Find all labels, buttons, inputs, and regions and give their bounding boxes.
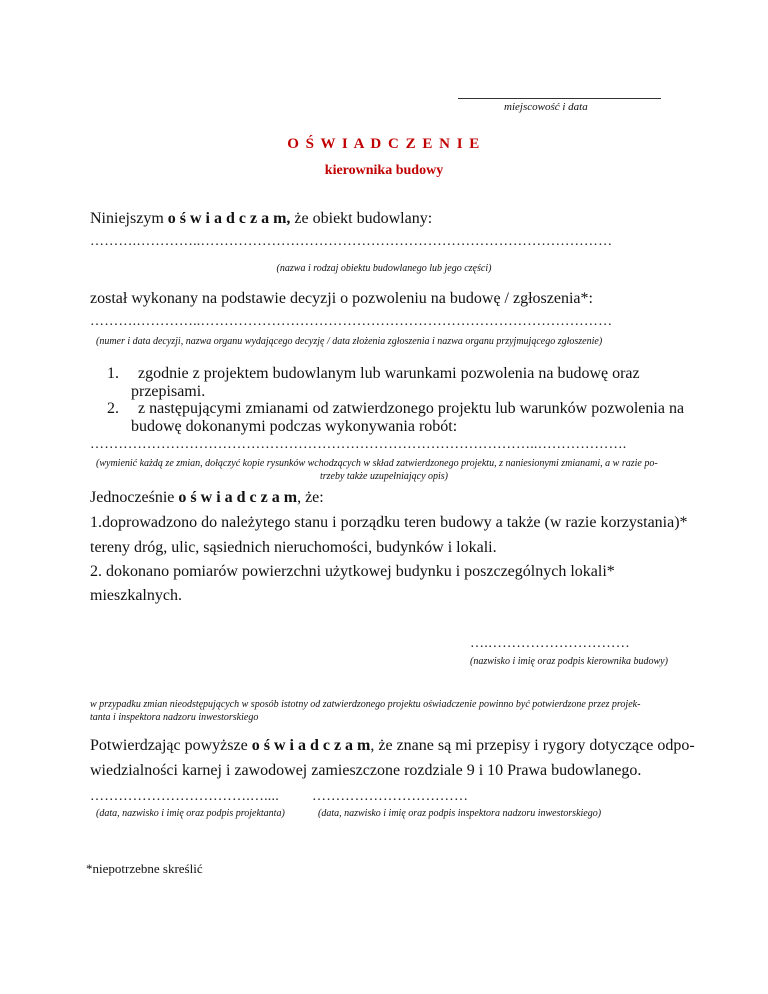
- place-date-caption: miejscowość i data: [504, 101, 588, 113]
- option-2-number: 2.: [107, 400, 119, 417]
- changes-caption-line1: (wymienić każdą ze zmian, dołączyć kopie rysunków wchodzących w skład zatwierdzonego projektu, z naniesionymi zmianami, a w razie po-: [96, 458, 658, 469]
- confirm-sentence-line1: [90, 737, 695, 755]
- also-point-2-line2: mieszkalnych.: [90, 587, 182, 604]
- option-2-text-line2: budowę dokonanymi podczas wykonywania robót:: [131, 418, 458, 435]
- note-line2: tanta i inspektora nadzoru inwestorskiego: [90, 712, 259, 723]
- confirm-prefix: Potwierdzając powyższe: [90, 737, 252, 754]
- decision-caption: (numer i data decyzji, nazwa organu wydającego decyzję / data złożenia zgłoszenia i nazwa organu przyjmującego zgłoszenie): [96, 336, 603, 347]
- confirm-sentence-line2: wiedzialności karnej i zawodowej zamieszczone rozdziale 9 i 10 Prawa budowlanego.: [90, 762, 642, 779]
- object-name-field[interactable]: ……….…………..……………………………………………………………………………: [90, 234, 613, 249]
- also-suffix: , że:: [297, 489, 324, 506]
- intro-suffix: że obiekt budowlany:: [290, 210, 433, 227]
- option-1-number: 1.: [107, 365, 119, 382]
- decision-field[interactable]: ……….…………..……………………………………………………………………………: [90, 314, 613, 329]
- inspector-signature-field[interactable]: ……………………………: [312, 789, 469, 804]
- intro-prefix: Niniejszym: [90, 210, 168, 227]
- option-1-text-line1: zgodnie z projektem budowlanym lub warunkami pozwolenia na budowę oraz: [138, 365, 640, 382]
- also-prefix: Jednocześnie: [90, 489, 179, 506]
- designer-signature-field[interactable]: …………………………….…....: [90, 789, 279, 804]
- also-point-1-line1: 1.doprowadzono do należytego stanu i porządku teren budowy a także (w razie korzystania)*: [90, 514, 688, 531]
- also-point-1-line2: tereny dróg, ulic, sąsiednich nieruchomości, budynków i lokali.: [90, 539, 497, 556]
- intro-keyword: o ś w i a d c z a m,: [167, 210, 291, 227]
- intro-sentence: [90, 210, 432, 228]
- option-2-text-line1: z następującymi zmianami od zatwierdzonego projektu lub warunków pozwolenia na: [138, 400, 685, 417]
- footnote: *niepotrzebne skreślić: [86, 861, 203, 876]
- built-sentence: został wykonany na podstawie decyzji o pozwoleniu na budowę / zgłoszenia*:: [90, 290, 593, 307]
- inspector-signature-caption: (data, nazwisko i imię oraz podpis inspektora nadzoru inwestorskiego): [318, 808, 602, 819]
- changes-field[interactable]: …………………………………………………………………………………..……………….: [90, 437, 627, 452]
- object-name-caption: (nazwa i rodzaj obiektu budowlanego lub jego części): [276, 263, 492, 274]
- designer-signature-caption: (data, nazwisko i imię oraz podpis projektanta): [96, 808, 285, 819]
- place-date-line: [458, 98, 661, 99]
- manager-signature-caption: (nazwisko i imię oraz podpis kierownika budowy): [470, 656, 668, 667]
- changes-caption-line2: trzeby także uzupełniający opis): [319, 471, 449, 482]
- also-keyword: o ś w i a d c z a m: [178, 489, 298, 506]
- confirm-suffix: , że znane są mi przepisy i rygory dotyczące odpo-: [370, 737, 695, 754]
- option-1-text-line2: przepisami.: [131, 383, 206, 400]
- confirm-keyword: o ś w i a d c z a m: [251, 737, 371, 754]
- document-title: O Ś W I A D C Z E N I E: [287, 136, 481, 152]
- manager-signature-field[interactable]: ….…………………………: [470, 636, 630, 651]
- also-sentence: [90, 489, 324, 507]
- also-point-2-line1: 2. dokonano pomiarów powierzchni użytkowej budynku i poszczególnych lokali*: [90, 563, 615, 580]
- note-line1: w przypadku zmian nieodstępujących w sposób istotny od zatwierdzonego projektu oświadczenie powinno być potwierdzone przez projek-: [90, 699, 641, 710]
- document-subtitle: kierownika budowy: [324, 163, 444, 178]
